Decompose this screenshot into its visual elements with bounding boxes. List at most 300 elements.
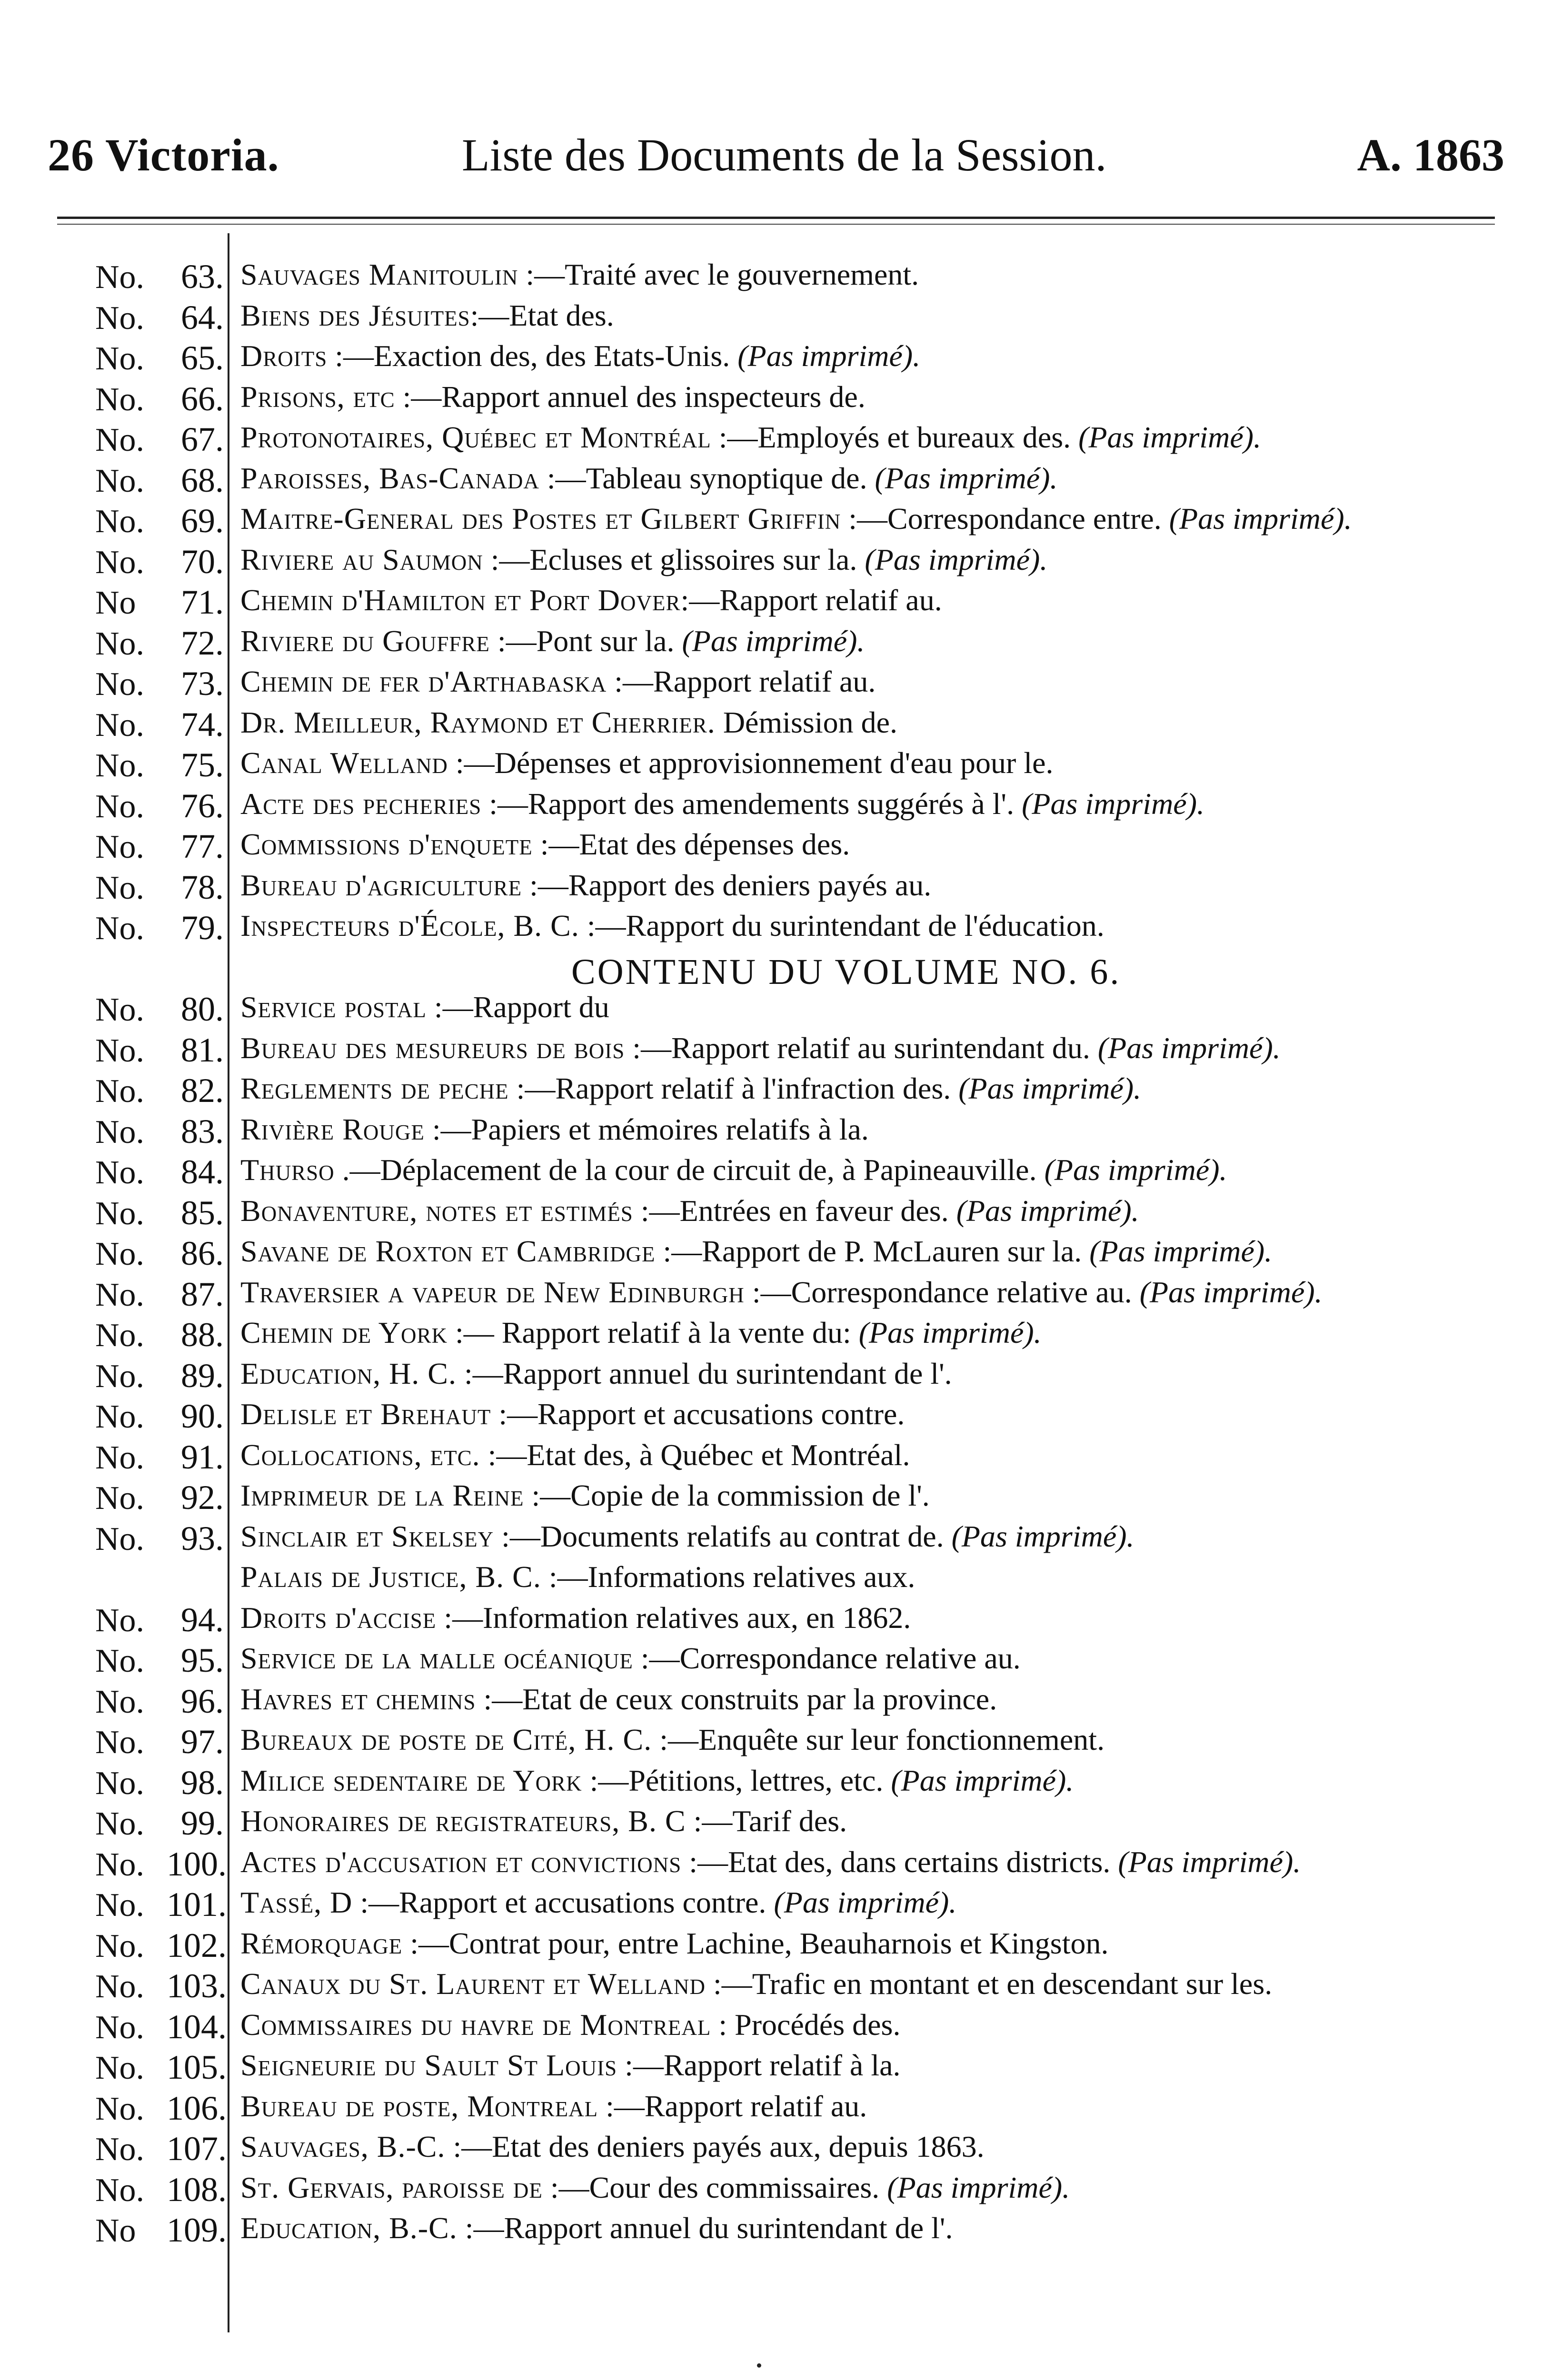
print-status-note: (Pas imprimé).	[944, 1519, 1134, 1553]
document-description	[240, 624, 865, 659]
document-description	[240, 1600, 911, 1636]
document-detail: :—Copie de la commission de l'.	[524, 1478, 930, 1512]
list-item	[0, 2089, 1552, 2130]
document-subject: Biens des Jésuites	[240, 298, 470, 332]
document-detail: :—Rapport annuel du surintendant de l'.	[457, 1356, 952, 1390]
document-detail: :— Rapport relatif à la vente du:	[448, 1316, 851, 1349]
document-detail: :—Rapport relatif au.	[680, 583, 942, 617]
print-status-note: (Pas imprimé).	[1071, 420, 1262, 454]
list-item	[0, 1966, 1552, 2007]
list-item	[0, 1356, 1552, 1397]
number-value: 71.	[181, 583, 224, 621]
document-subject: St. Gervais, paroisse de	[240, 2170, 543, 2204]
document-detail: :—Documents relatifs au contrat de.	[494, 1519, 944, 1553]
document-detail: :—Contrat pour, entre Lachine, Beauharnois et Kingston.	[402, 1926, 1109, 1960]
document-description	[240, 379, 866, 415]
document-description	[240, 1885, 956, 1920]
number-label: No.	[95, 1439, 145, 1476]
number-label: No.	[95, 992, 145, 1028]
document-description	[240, 2089, 867, 2124]
document-number	[95, 868, 229, 907]
number-value: 82.	[181, 1071, 224, 1110]
list-item	[0, 908, 1552, 949]
header-rule-thin	[57, 224, 1495, 225]
number-label: No.	[95, 1073, 145, 1110]
document-description	[240, 1071, 1141, 1106]
document-subject: Reglements de peche	[240, 1071, 509, 1105]
list-item	[0, 1315, 1552, 1356]
document-number	[95, 990, 229, 1029]
list-item	[0, 1722, 1552, 1763]
document-description	[240, 1152, 1227, 1188]
document-number	[95, 338, 229, 378]
document-description	[240, 1519, 1134, 1554]
number-value: 78.	[181, 868, 224, 906]
print-status-note: (Pas imprimé).	[1110, 1844, 1301, 1879]
document-number	[95, 1844, 229, 1884]
document-detail: :—Etat de ceux construits par la province.	[476, 1682, 997, 1716]
list-item	[0, 583, 1552, 624]
number-label: No.	[95, 666, 145, 703]
list-item	[0, 1885, 1552, 1926]
list-item	[0, 1844, 1552, 1885]
document-number	[95, 624, 229, 663]
document-number	[95, 1682, 229, 1721]
document-description	[240, 1438, 910, 1473]
document-description	[240, 2048, 901, 2083]
document-description	[240, 1966, 1272, 2002]
document-detail: :—Pont sur la.	[489, 624, 675, 658]
number-value: 103.	[167, 1967, 227, 2005]
number-label: No.	[95, 462, 145, 499]
document-subject: Maitre-General des Postes et Gilbert Griffin	[240, 502, 841, 536]
number-label: No.	[95, 829, 145, 865]
document-subject: Chemin de York	[240, 1316, 448, 1349]
print-status-note: (Pas imprimé).	[730, 339, 921, 373]
document-description	[240, 1763, 1074, 1798]
document-detail: :—Entrées en faveur des.	[633, 1193, 949, 1228]
document-detail: :—Rapport de P. McLauren sur la.	[655, 1234, 1082, 1268]
number-value: 108.	[167, 2170, 227, 2209]
document-number	[95, 705, 229, 744]
document-detail: Démission de.	[715, 705, 897, 739]
document-subject: Canal Welland	[240, 746, 448, 780]
document-number	[95, 1315, 229, 1355]
header-title: Liste des Documents de la Session.	[462, 129, 1107, 180]
document-description	[240, 827, 850, 862]
list-item	[0, 1193, 1552, 1234]
number-value: 95.	[181, 1641, 224, 1679]
document-description	[240, 420, 1261, 455]
document-description	[240, 583, 942, 618]
document-subject: Savane de Roxton et Cambridge	[240, 1234, 656, 1268]
document-detail: :—Etat des deniers payés aux, depuis 1863.	[445, 2130, 985, 2163]
list-item	[0, 1031, 1552, 1071]
list-item	[0, 1804, 1552, 1844]
list-item	[0, 1071, 1552, 1112]
document-subject: Seigneurie du Sault St Louis	[240, 2048, 617, 2082]
document-description	[240, 1926, 1108, 1961]
number-label: No.	[95, 1805, 145, 1842]
document-subject: Thurso	[240, 1153, 335, 1187]
number-value: 65.	[181, 339, 224, 377]
document-detail: :—Cour des commissaires.	[542, 2170, 880, 2204]
document-detail: :—Correspondance entre.	[841, 502, 1162, 536]
document-number	[95, 420, 229, 459]
list-item	[0, 298, 1552, 339]
number-label: No.	[95, 1398, 145, 1435]
number-value: 100.	[167, 1844, 227, 1883]
list-item	[0, 420, 1552, 461]
print-status-note: (Pas imprimé).	[1014, 786, 1205, 821]
list-item	[0, 1600, 1552, 1641]
document-subject: Sinclair et Skelsey	[240, 1519, 494, 1553]
document-number	[95, 1763, 229, 1803]
number-label: No.	[95, 2131, 145, 2168]
document-detail: :—Rapport des deniers payés au.	[522, 868, 932, 902]
number-label: No	[95, 585, 136, 621]
document-number	[95, 827, 229, 866]
document-subject: Riviere au Saumon	[240, 542, 483, 576]
number-value: 92.	[181, 1478, 224, 1517]
list-item	[0, 1519, 1552, 1560]
document-number	[95, 1478, 229, 1517]
document-description	[240, 1682, 997, 1717]
number-value: 72.	[181, 624, 224, 662]
document-description	[240, 786, 1204, 822]
document-detail: :—Rapport du	[426, 990, 609, 1024]
number-value: 86.	[181, 1234, 224, 1272]
number-label: No.	[95, 1317, 145, 1354]
document-subject: Bureau des mesureurs de bois	[240, 1031, 625, 1065]
document-description	[240, 990, 609, 1025]
number-value: 64.	[181, 298, 224, 337]
document-detail: :—Exaction des, des Etats-Unis.	[327, 339, 730, 373]
number-label: No.	[95, 1724, 145, 1761]
number-value: 74.	[181, 705, 224, 744]
list-item	[0, 786, 1552, 827]
document-detail: :—Rapport relatif à l'infraction des.	[508, 1071, 951, 1105]
document-number	[95, 1112, 229, 1151]
print-status-note: (Pas imprimé).	[1082, 1234, 1273, 1268]
document-number	[95, 1071, 229, 1111]
document-description	[240, 338, 920, 374]
number-value: 93.	[181, 1519, 224, 1557]
list-item	[0, 1478, 1552, 1519]
header-rule	[57, 217, 1495, 219]
document-subject: Dr. Meilleur, Raymond et Cherrier.	[240, 705, 716, 739]
document-description	[240, 1234, 1272, 1269]
document-detail: :—Etat des.	[470, 298, 614, 332]
list-item	[0, 379, 1552, 420]
document-subject: Inspecteurs d'École, B. C.	[240, 909, 579, 942]
number-value: 107.	[167, 2130, 227, 2168]
number-value: 76.	[181, 786, 224, 825]
number-label: No.	[95, 1765, 145, 1802]
document-subject: Commissions d'enquete	[240, 827, 533, 861]
document-number	[95, 2048, 229, 2087]
number-label: No.	[95, 2050, 145, 2086]
number-value: 67.	[181, 420, 224, 458]
document-subject: Service de la malle océanique	[240, 1641, 633, 1675]
number-label: No.	[95, 2172, 145, 2209]
list-item	[0, 827, 1552, 868]
list-item	[0, 461, 1552, 502]
document-number	[95, 745, 229, 785]
number-label: No.	[95, 1846, 145, 1883]
header-session-year: 26 Victoria.	[48, 129, 279, 180]
list-item	[0, 1763, 1552, 1804]
document-subject: Collocations, etc.	[240, 1438, 480, 1472]
document-detail: :—Rapport du surintendant de l'éducation.	[579, 909, 1104, 942]
number-label: No.	[95, 1643, 145, 1679]
document-number	[95, 664, 229, 704]
document-subject: Actes d'accusation et convictions	[240, 1844, 682, 1879]
number-label: No.	[95, 1358, 145, 1395]
print-status-note: (Pas imprimé).	[674, 624, 865, 658]
print-status-note: (Pas imprimé).	[1161, 502, 1352, 536]
document-description	[240, 745, 1054, 781]
print-status-note: (Pas imprimé).	[851, 1316, 1042, 1349]
document-subject: Riviere du Gouffre	[240, 624, 490, 658]
document-subject: Chemin d'Hamilton et Port Dover	[240, 583, 681, 617]
number-value: 96.	[181, 1682, 224, 1720]
document-description	[240, 298, 614, 333]
number-value: 99.	[181, 1804, 224, 1842]
number-value: 101.	[167, 1885, 227, 1924]
document-number	[95, 1600, 229, 1640]
document-number	[95, 786, 229, 826]
list-item	[0, 501, 1552, 542]
list-item	[0, 1275, 1552, 1316]
number-label: No.	[95, 1927, 145, 1964]
number-value: 84.	[181, 1153, 224, 1191]
number-label: No.	[95, 706, 145, 744]
document-number	[95, 1152, 229, 1192]
list-item	[0, 1926, 1552, 1967]
number-value: 77.	[181, 827, 224, 865]
document-detail: :—Rapport annuel du surintendant de l'.	[457, 2211, 953, 2245]
print-status-note: (Pas imprimé).	[883, 1763, 1074, 1797]
document-subject: Bonaventure, notes et estimés	[240, 1193, 633, 1228]
document-subject: Commissaires du havre de Montreal	[240, 2007, 711, 2042]
document-number	[95, 1804, 229, 1843]
document-detail: :—Informations relatives aux.	[541, 1560, 915, 1594]
number-value: 79.	[181, 909, 224, 947]
print-status-note: (Pas imprimé).	[1036, 1153, 1227, 1187]
list-item	[0, 1559, 1552, 1600]
document-detail: :—Rapport relatif au.	[607, 664, 876, 698]
document-detail: :—Rapport relatif à la.	[617, 2048, 901, 2082]
number-value: 70.	[181, 542, 224, 581]
document-description	[240, 908, 1104, 943]
list-item	[0, 990, 1552, 1031]
document-number	[95, 2129, 229, 2169]
document-description	[240, 1315, 1042, 1350]
document-subject: Havres et chemins	[240, 1682, 476, 1716]
document-description	[240, 1478, 930, 1513]
document-number	[95, 2089, 229, 2128]
list-item	[0, 1152, 1552, 1193]
number-label: No.	[95, 1480, 145, 1517]
number-value: 69.	[181, 502, 224, 540]
document-number	[95, 1275, 229, 1314]
header-year: A. 1863	[1357, 129, 1504, 180]
document-subject: Bureau de poste, Montreal	[240, 2089, 598, 2123]
number-label: No.	[95, 625, 145, 662]
document-description	[240, 664, 875, 699]
number-label: No.	[95, 2009, 145, 2046]
print-status-note: (Pas imprimé).	[867, 461, 1058, 495]
list-item	[0, 745, 1552, 786]
number-label: No.	[95, 2090, 145, 2127]
number-value: 81.	[181, 1031, 224, 1069]
number-value: 91.	[181, 1438, 224, 1476]
number-value: 66.	[181, 379, 224, 418]
document-subject: Prisons, etc	[240, 379, 395, 414]
document-subject: Tassé, D	[240, 1885, 353, 1919]
document-detail: :—Correspondance relative au.	[744, 1275, 1132, 1309]
document-number	[95, 257, 229, 297]
print-status-note: (Pas imprimé).	[857, 542, 1048, 576]
document-number	[95, 2007, 229, 2047]
number-label: No.	[95, 503, 145, 540]
document-detail: .—Déplacement de la cour de circuit de, à Papineauville.	[334, 1153, 1037, 1187]
number-value: 68.	[181, 461, 224, 499]
number-label: No	[95, 2212, 136, 2249]
number-value: 105.	[167, 2048, 227, 2086]
number-label: No.	[95, 1520, 145, 1557]
document-number	[95, 1885, 229, 1924]
document-description	[240, 1112, 869, 1147]
list-item	[0, 868, 1552, 909]
list-item	[0, 664, 1552, 705]
document-description	[240, 257, 919, 292]
number-label: No.	[95, 869, 145, 906]
document-subject: Canaux du St. Laurent et Welland	[240, 1967, 706, 2001]
list-item	[0, 338, 1552, 379]
document-detail: :—Rapport relatif au.	[598, 2089, 867, 2123]
list-item	[0, 2170, 1552, 2211]
document-subject: Chemin de fer d'Arthabaska	[240, 664, 607, 698]
document-subject: Droits d'accise	[240, 1600, 437, 1635]
number-value: 87.	[181, 1275, 224, 1313]
document-subject: Rivière Rouge	[240, 1112, 425, 1146]
document-description	[240, 2211, 953, 2246]
document-number	[95, 1397, 229, 1436]
document-detail: :—Tarif des.	[686, 1804, 847, 1838]
number-value: 73.	[181, 664, 224, 703]
document-description	[240, 2129, 985, 2164]
document-subject: Imprimeur de la Reine	[240, 1478, 524, 1512]
document-description	[240, 1804, 847, 1839]
list-item	[0, 2007, 1552, 2048]
document-number	[95, 2170, 229, 2210]
number-label: No.	[95, 1968, 145, 2005]
document-detail: :—Correspondance relative au.	[633, 1641, 1021, 1675]
document-subject: Education, H. C.	[240, 1356, 457, 1390]
number-label: No.	[95, 1887, 145, 1924]
number-value: 85.	[181, 1193, 224, 1232]
document-number	[95, 1641, 229, 1680]
document-subject: Bureau d'agriculture	[240, 868, 522, 902]
document-number	[95, 1438, 229, 1477]
document-description	[240, 1397, 905, 1432]
document-detail: :—Employés et bureaux des.	[711, 420, 1071, 454]
document-subject: Sauvages, B.-C.	[240, 2130, 446, 2163]
document-description	[240, 2007, 900, 2043]
number-value: 63.	[181, 258, 224, 296]
number-label: No.	[95, 422, 145, 458]
document-detail: :—Traité avec le gouvernement.	[518, 258, 919, 291]
print-status-note: (Pas imprimé).	[951, 1071, 1142, 1105]
section-heading: CONTENU DU VOLUME NO. 6.	[571, 952, 1121, 992]
page-header	[48, 129, 1504, 195]
document-description	[240, 542, 1047, 577]
number-value: 75.	[181, 746, 224, 784]
document-detail: :—Etat des dépenses des.	[532, 827, 850, 861]
document-number	[95, 1926, 229, 1965]
list-item	[0, 542, 1552, 583]
document-detail: :—Rapport des amendements suggérés à l'.	[481, 786, 1015, 821]
document-number	[95, 1193, 229, 1233]
number-label: No.	[95, 1195, 145, 1232]
document-subject: Service postal	[240, 990, 427, 1024]
document-number	[95, 501, 229, 541]
document-detail: :—Trafic en montant et en descendant sur les.	[706, 1967, 1273, 2001]
document-number	[95, 1031, 229, 1070]
number-label: No.	[95, 747, 145, 784]
number-label: No.	[95, 1683, 145, 1720]
document-number	[95, 2211, 229, 2250]
document-subject: Protonotaires, Québec et Montréal	[240, 420, 711, 454]
document-description	[240, 1844, 1301, 1880]
list-item	[0, 705, 1552, 746]
number-value: 89.	[181, 1356, 224, 1395]
document-number	[95, 1966, 229, 2006]
number-value: 102.	[167, 1926, 227, 1964]
document-detail: : Procédés des.	[711, 2007, 901, 2042]
list-item	[0, 2129, 1552, 2170]
document-detail: :—Dépenses et approvisionnement d'eau pour le.	[448, 746, 1054, 780]
document-description	[240, 1275, 1323, 1310]
document-subject: Milice sedentaire de York	[240, 1763, 582, 1797]
number-label: No.	[95, 259, 145, 296]
document-subject: Bureaux de poste de Cité, H. C.	[240, 1723, 652, 1756]
list-item	[0, 624, 1552, 664]
document-detail: :—Rapport et accusations contre.	[352, 1885, 766, 1919]
document-subject: Sauvages Manitoulin	[240, 258, 518, 291]
document-detail: :—Pétitions, lettres, etc.	[582, 1763, 884, 1797]
number-value: 109.	[167, 2211, 227, 2249]
number-label: No.	[95, 381, 145, 418]
print-status-note: (Pas imprimé).	[948, 1193, 1139, 1228]
document-number	[95, 1234, 229, 1273]
number-value: 98.	[181, 1763, 224, 1802]
document-description	[240, 1559, 915, 1595]
number-label: No.	[95, 1032, 145, 1069]
document-number	[95, 298, 229, 337]
number-value: 104.	[167, 2007, 227, 2046]
document-number	[95, 583, 229, 622]
list-item	[0, 1682, 1552, 1723]
document-detail: :—Ecluses et glissoires sur la.	[483, 542, 857, 576]
document-number	[95, 461, 229, 500]
number-label: No.	[95, 788, 145, 825]
document-detail: :—Etat des, à Québec et Montréal.	[480, 1438, 910, 1472]
number-label: No.	[95, 544, 145, 581]
print-status-note: (Pas imprimé).	[1132, 1275, 1323, 1309]
